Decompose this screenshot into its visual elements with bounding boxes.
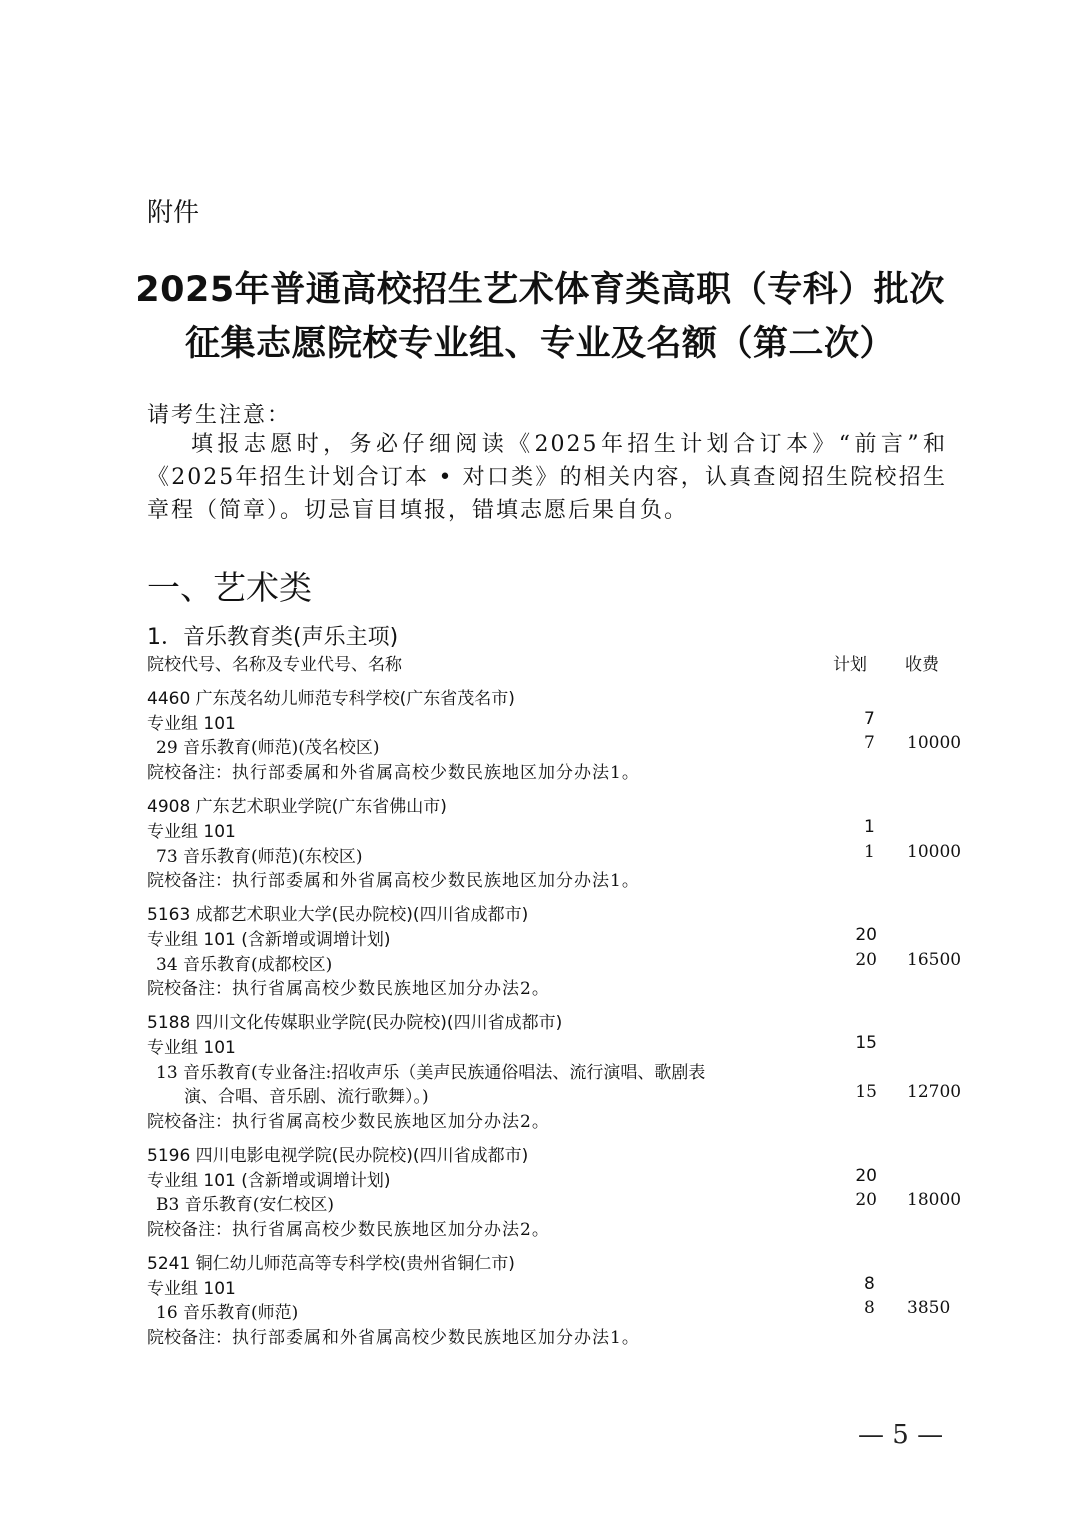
major-fee: 10000: [907, 842, 962, 862]
note-label: 院校备注：: [147, 871, 232, 891]
major-group: [147, 709, 957, 734]
major-name: 29 音乐教育(师范)(茂名校区): [156, 738, 380, 758]
note-text: 执行省属高校少数民族地区加分办法2。: [232, 1220, 550, 1240]
notice-heading: 请考生注意：: [147, 403, 292, 428]
major-row: [147, 733, 962, 758]
group-plan: 15: [855, 1033, 877, 1053]
notice-body: 填报志愿时，务必仔细阅读《2025年招生计划合订本》“前言”和《2025年招生计划合订本 • 对口类》的相关内容，认真查阅招生院校招生章程（简章）。切忌盲目填报，错填志愿后果自负。: [147, 432, 947, 523]
major-name: 73 音乐教育(师范)(东校区): [156, 847, 363, 867]
title-line-2: 征集志愿院校专业组、专业及名额（第二次）: [184, 324, 895, 364]
school-note: [147, 1107, 957, 1132]
group-plan: 20: [855, 1166, 877, 1186]
group-label: 专业组 101 (含新增或调增计划): [147, 930, 391, 950]
major-row: [147, 1190, 962, 1215]
group-label: 专业组 101: [147, 822, 236, 842]
major-group: [147, 1033, 957, 1058]
note-label: 院校备注：: [147, 1220, 232, 1240]
column-plan: 计划: [833, 655, 867, 675]
major-row-continued: [147, 1082, 962, 1107]
column-institution: 院校代号、名称及专业代号、名称: [147, 655, 402, 675]
major-fee: 16500: [907, 950, 962, 970]
column-fee: 收费: [905, 655, 939, 675]
page-number: — 5 —: [858, 1420, 944, 1450]
note-text: 执行部委属和外省属高校少数民族地区加分办法1。: [232, 763, 640, 783]
group-label: 专业组 101 (含新增或调增计划): [147, 1171, 391, 1191]
major-fee: 18000: [907, 1190, 962, 1210]
group-plan: 8: [864, 1274, 875, 1294]
note-text: 执行省属高校少数民族地区加分办法2。: [232, 979, 550, 999]
note-label: 院校备注：: [147, 1112, 232, 1132]
school-note: [147, 1215, 957, 1240]
major-row: [147, 950, 962, 975]
major-name: 34 音乐教育(成都校区): [156, 955, 333, 975]
major-name: 13 音乐教育(专业备注:招收声乐（美声民族通俗唱法、流行演唱、歌剧表: [156, 1063, 706, 1083]
group-label: 专业组 101: [147, 1038, 236, 1058]
major-row: [147, 1058, 957, 1083]
major-group: [147, 1166, 957, 1191]
note-label: 院校备注：: [147, 763, 232, 783]
major-plan: 7: [864, 733, 875, 753]
major-fee: 10000: [907, 733, 962, 753]
group-plan: 1: [864, 817, 875, 837]
major-group: [147, 925, 957, 950]
major-fee: 3850: [907, 1298, 951, 1318]
major-name: 16 音乐教育(师范): [156, 1303, 299, 1323]
major-name: B3 音乐教育(安仁校区): [156, 1195, 334, 1215]
school-note: [147, 758, 957, 783]
school-note: [147, 866, 957, 891]
school-note: [147, 1323, 957, 1348]
note-text: 执行省属高校少数民族地区加分办法2。: [232, 1112, 550, 1132]
note-label: 院校备注：: [147, 1328, 232, 1348]
major-row: [147, 1298, 957, 1323]
school-name: 4908 广东艺术职业学院(广东省佛山市): [147, 797, 447, 817]
school-name: 5241 铜仁幼儿师范高等专科学校(贵州省铜仁市): [147, 1254, 515, 1274]
group-label: 专业组 101: [147, 1279, 236, 1299]
school-name: 5196 四川电影电视学院(民办院校)(四川省成都市): [147, 1146, 529, 1166]
title-line-1: 2025年普通高校招生艺术体育类高职（专科）批次: [135, 270, 945, 310]
major-name-continued: 演、合唱、音乐剧、流行歌舞）。): [184, 1087, 429, 1107]
major-plan: 1: [864, 842, 875, 862]
note-label: 院校备注：: [147, 979, 232, 999]
school-name: 5163 成都艺术职业大学(民办院校)(四川省成都市): [147, 905, 529, 925]
major-plan: 20: [855, 950, 877, 970]
note-text: 执行部委属和外省属高校少数民族地区加分办法1。: [232, 1328, 640, 1348]
major-group: [147, 817, 957, 842]
section-title: 一、艺术类: [147, 568, 312, 607]
major-fee: 12700: [907, 1082, 962, 1102]
major-plan: 15: [855, 1082, 877, 1102]
major-row: [147, 842, 962, 867]
school-note: [147, 974, 957, 999]
major-plan: 20: [855, 1190, 877, 1210]
school-name: 5188 四川文化传媒职业学院(民办院校)(四川省成都市): [147, 1013, 563, 1033]
group-label: 专业组 101: [147, 714, 236, 734]
note-text: 执行部委属和外省属高校少数民族地区加分办法1。: [232, 871, 640, 891]
group-plan: 7: [864, 709, 875, 729]
major-group: [147, 1274, 957, 1299]
school-name: 4460 广东茂名幼儿师范专科学校(广东省茂名市): [147, 689, 515, 709]
group-plan: 20: [855, 925, 877, 945]
column-header: [147, 650, 947, 674]
attachment-label: 附件: [147, 198, 200, 228]
major-plan: 8: [864, 1298, 875, 1318]
category-title: 1．音乐教育类(声乐主项): [147, 625, 399, 650]
